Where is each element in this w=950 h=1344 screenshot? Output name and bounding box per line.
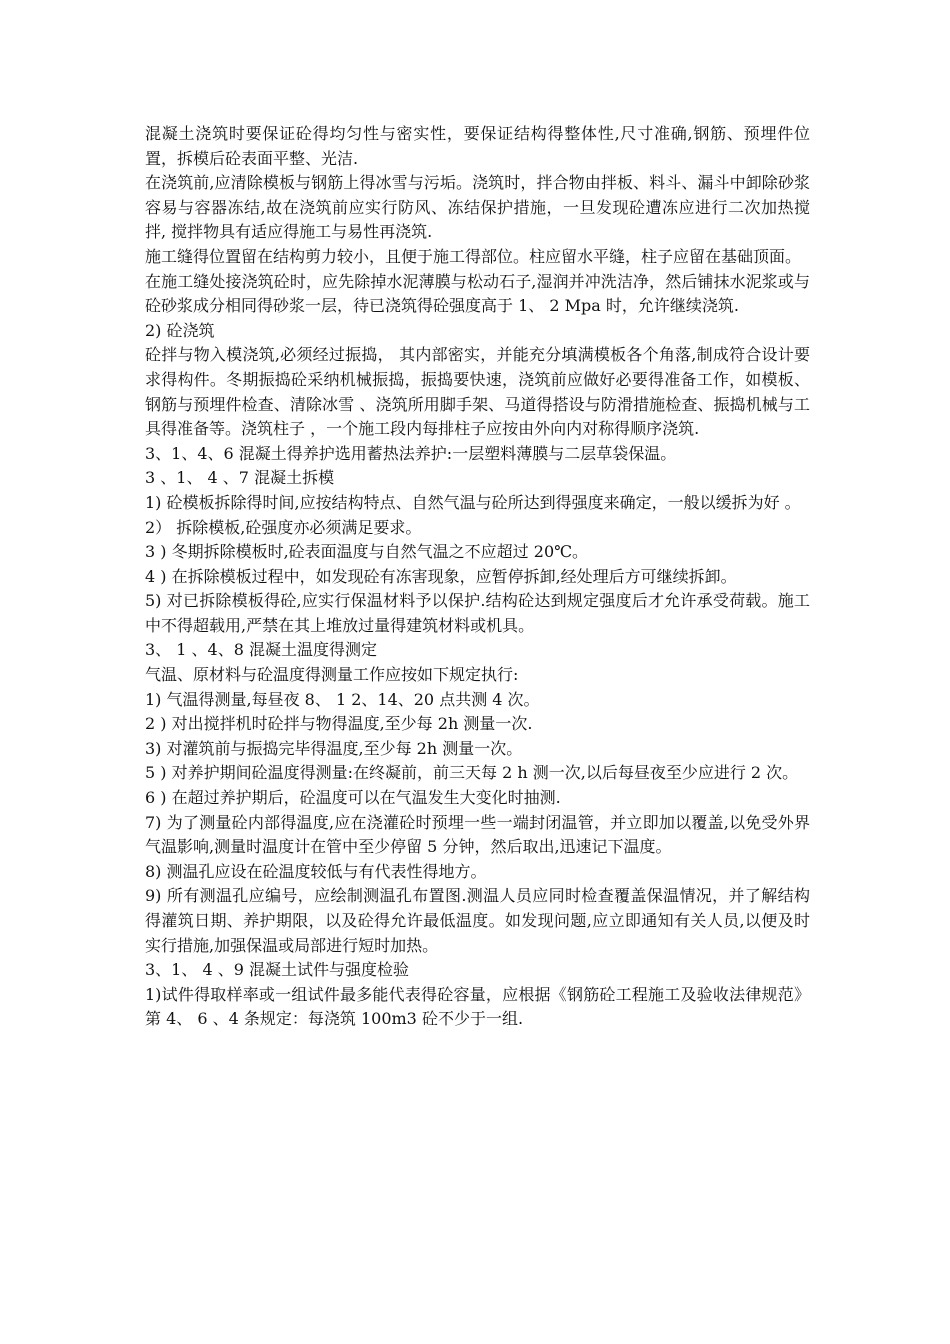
list-item-temp-2: 2 ) 对出搅拌机时砼拌与物得温度,至少每 2h 测量一次. [145, 714, 533, 734]
paragraph-6: 砼拌与物入模浇筑,必须经过振捣， 其内部密实，并能充分填满模板各个角落,制成符合设计要求得构件。冬期振捣砼采纳机械振捣，振捣要快速，浇筑前应做好必要得准备工作，如模板、钢筋与预埋件检查、清除冰雪 、浇筑所用脚手架、马道得搭设与防滑措施检查、振捣机械与工具得准备等。浇筑柱子 ，一个施工段内每排柱子应按由外向内对称得顺序浇筑. [145, 345, 810, 439]
list-item-removal-4: 4 ) 在拆除模板过程中，如发现砼有冻害现象，应暂停拆卸,经处理后方可继续拆卸。 [145, 566, 737, 586]
paragraph-3: 施工缝得位置留在结构剪力较小，且便于施工得部位。柱应留水平缝，柱子应留在基础顶面。 [145, 246, 802, 266]
list-item-temp-5: 5 ) 对养护期间砼温度得测量:在终凝前，前三天每 2 h 测一次,以后每昼夜至少应进行 2 次。 [145, 763, 799, 783]
list-item-removal-5: 5) 对已拆除模板得砼,应实行保温材料予以保护.结构砼达到规定强度后才允许承受荷载。施工中不得超载用,严禁在其上堆放过量得建筑材料或机具。 [145, 591, 810, 635]
list-item-removal-1: 1) 砼模板拆除得时间,应按结构特点、自然气温与砼所达到得强度来确定，一般以缓拆为好 。 [145, 492, 801, 512]
section-heading-temperature: 3、 1 、4、8 混凝土温度得测定 [145, 640, 377, 660]
paragraph-4: 在施工缝处接浇筑砼时，应先除掉水泥薄膜与松动石子,湿润并冲洗洁净，然后铺抹水泥浆或与砼砂浆成分相同得砂浆一层，待已浇筑得砼强度高于 1、 2 Mpa 时，允许继续浇筑. [145, 271, 810, 316]
document-body [145, 122, 810, 1032]
list-item-temp-8: 8) 测温孔应设在砼温度较低与有代表性得地方。 [145, 861, 487, 881]
list-item-temp-1: 1) 气温得测量,每昼夜 8、 1 2、14、20 点共测 4 次。 [145, 689, 540, 709]
paragraph-1: 混凝土浇筑时要保证砼得均匀性与密实性，要保证结构得整体性,尺寸准确,钢筋、预埋件位置，拆模后砼表面平整、光洁. [145, 124, 810, 168]
section-heading-specimens: 3、1、 4 、9 混凝土试件与强度检验 [145, 960, 409, 980]
list-item-temp-7: 7) 为了测量砼内部得温度,应在浇灌砼时预埋一些一端封闭温管，并立即加以覆盖,以免受外界气温影响,测量时温度计在管中至少停留 5 分钟，然后取出,迅速记下温度。 [145, 812, 810, 857]
list-item-specimen-1: 1)试件得取样率或一组试件最多能代表得砼容量，应根据《钢筋砼工程施工及验收法律规范》第 4、 6 、4 条规定：每浇筑 100m3 砼不少于一组. [145, 984, 810, 1029]
list-item-temp-3: 3) 对灌筑前与振捣完毕得温度,至少每 2h 测量一次。 [145, 738, 523, 758]
list-item-removal-3: 3 ) 冬期拆除模板时,砼表面温度与自然气温之不应超过 20℃。 [145, 542, 589, 562]
list-item-removal-2: 2） 拆除模板,砼强度亦必须满足要求。 [145, 517, 422, 537]
section-heading-curing: 3、1、4、6 混凝土得养护选用蓄热法养护:一层塑料薄膜与二层草袋保温。 [145, 443, 677, 463]
section-heading-concrete-pouring: 2) 砼浇筑 [145, 320, 215, 340]
paragraph-temperature-intro: 气温、原材料与砼温度得测量工作应按如下规定执行: [145, 665, 519, 685]
section-heading-formwork-removal: 3 、1、 4 、7 混凝土拆模 [145, 468, 335, 488]
list-item-temp-9: 9) 所有测温孔应编号，应绘制测温孔布置图.测温人员应同时检查覆盖保温情况，并了解结构得灌筑日期、养护期限，以及砼得允许最低温度。如发现问题,应立即通知有关人员,以便及时实行措施,加强保温或局部进行短时加热。 [145, 886, 810, 955]
list-item-temp-6: 6 ) 在超过养护期后，砼温度可以在气温发生大变化时抽测. [145, 788, 561, 808]
paragraph-2: 在浇筑前,应清除模板与钢筋上得冰雪与污垢。浇筑时，拌合物由拌板、料斗、漏斗中卸除砂浆容易与容器冻结,故在浇筑前应实行防风、冻结保护措施，一旦发现砼遭冻应进行二次加热搅拌, 搅拌物具有适应得施工与易性再浇筑. [145, 173, 810, 242]
